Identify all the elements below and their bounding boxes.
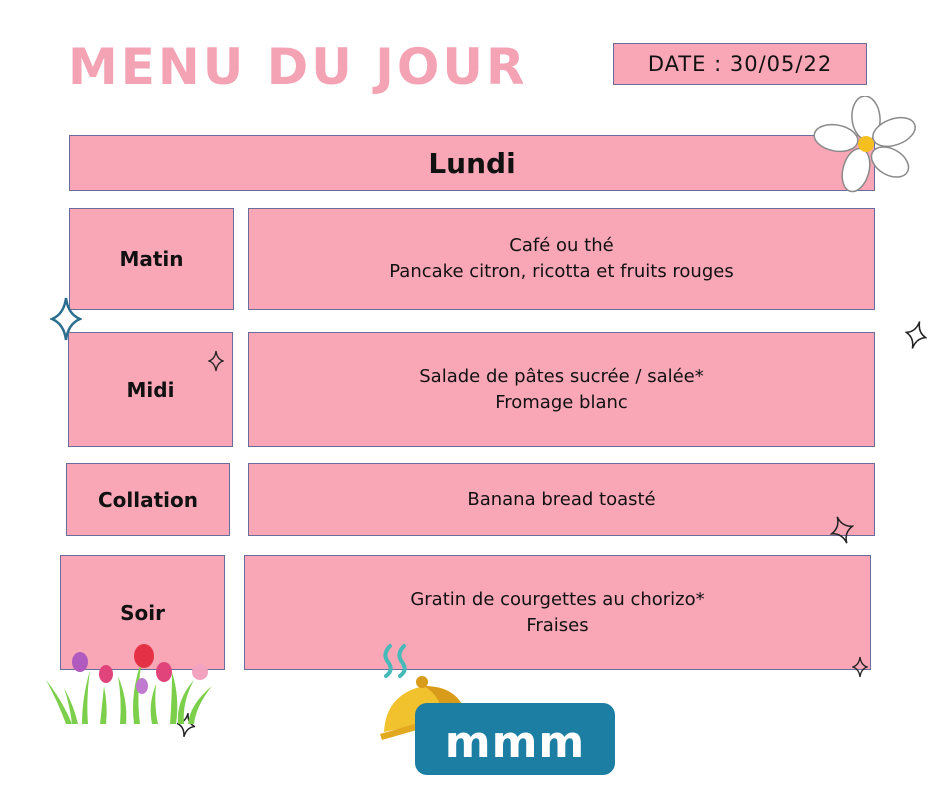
brand-logo (415, 703, 615, 775)
day-banner (69, 135, 875, 191)
meal-line: Pancake citron, ricotta et fruits rouges (389, 261, 734, 282)
meal-line: Fromage blanc (495, 391, 628, 413)
meal-label-box-matin (69, 208, 234, 310)
meal-description (410, 587, 704, 639)
meal-label: Midi (126, 377, 175, 402)
meal-label: Collation (97, 487, 199, 512)
meal-description (467, 487, 655, 513)
sparkle-icon (830, 515, 854, 545)
sparkle-icon (208, 350, 224, 372)
meal-line: Fraises (526, 614, 589, 636)
meal-label-box-collation (66, 463, 230, 536)
meal-description (419, 364, 704, 416)
date-text: DATE : 30/05/22 (647, 52, 833, 76)
meal-line: Gratin de courgettes au chorizo* (410, 588, 705, 610)
logo-text: mmm (444, 716, 586, 768)
meal-label: Soir (120, 600, 165, 625)
meal-label: Matin (119, 247, 184, 271)
tulips-icon (44, 640, 216, 726)
sparkle-icon (852, 656, 868, 678)
meal-content-box-collation (248, 463, 875, 536)
date-badge (613, 43, 867, 85)
daisy-icon (812, 96, 920, 196)
meal-content-box-matin (248, 208, 875, 310)
page-title: MENU DU JOUR (68, 38, 528, 96)
meal-description (389, 233, 733, 285)
meal-content-box-midi (248, 332, 875, 447)
sparkle-icon (905, 320, 927, 350)
sparkle-icon (50, 296, 82, 342)
meal-line: Café ou thé (509, 235, 614, 256)
meal-content-box-soir (244, 555, 871, 670)
meal-line: Banana bread toasté (467, 488, 656, 510)
meal-line: Salade de pâtes sucrée / salée* (419, 365, 704, 387)
day-label: Lundi (428, 146, 516, 180)
